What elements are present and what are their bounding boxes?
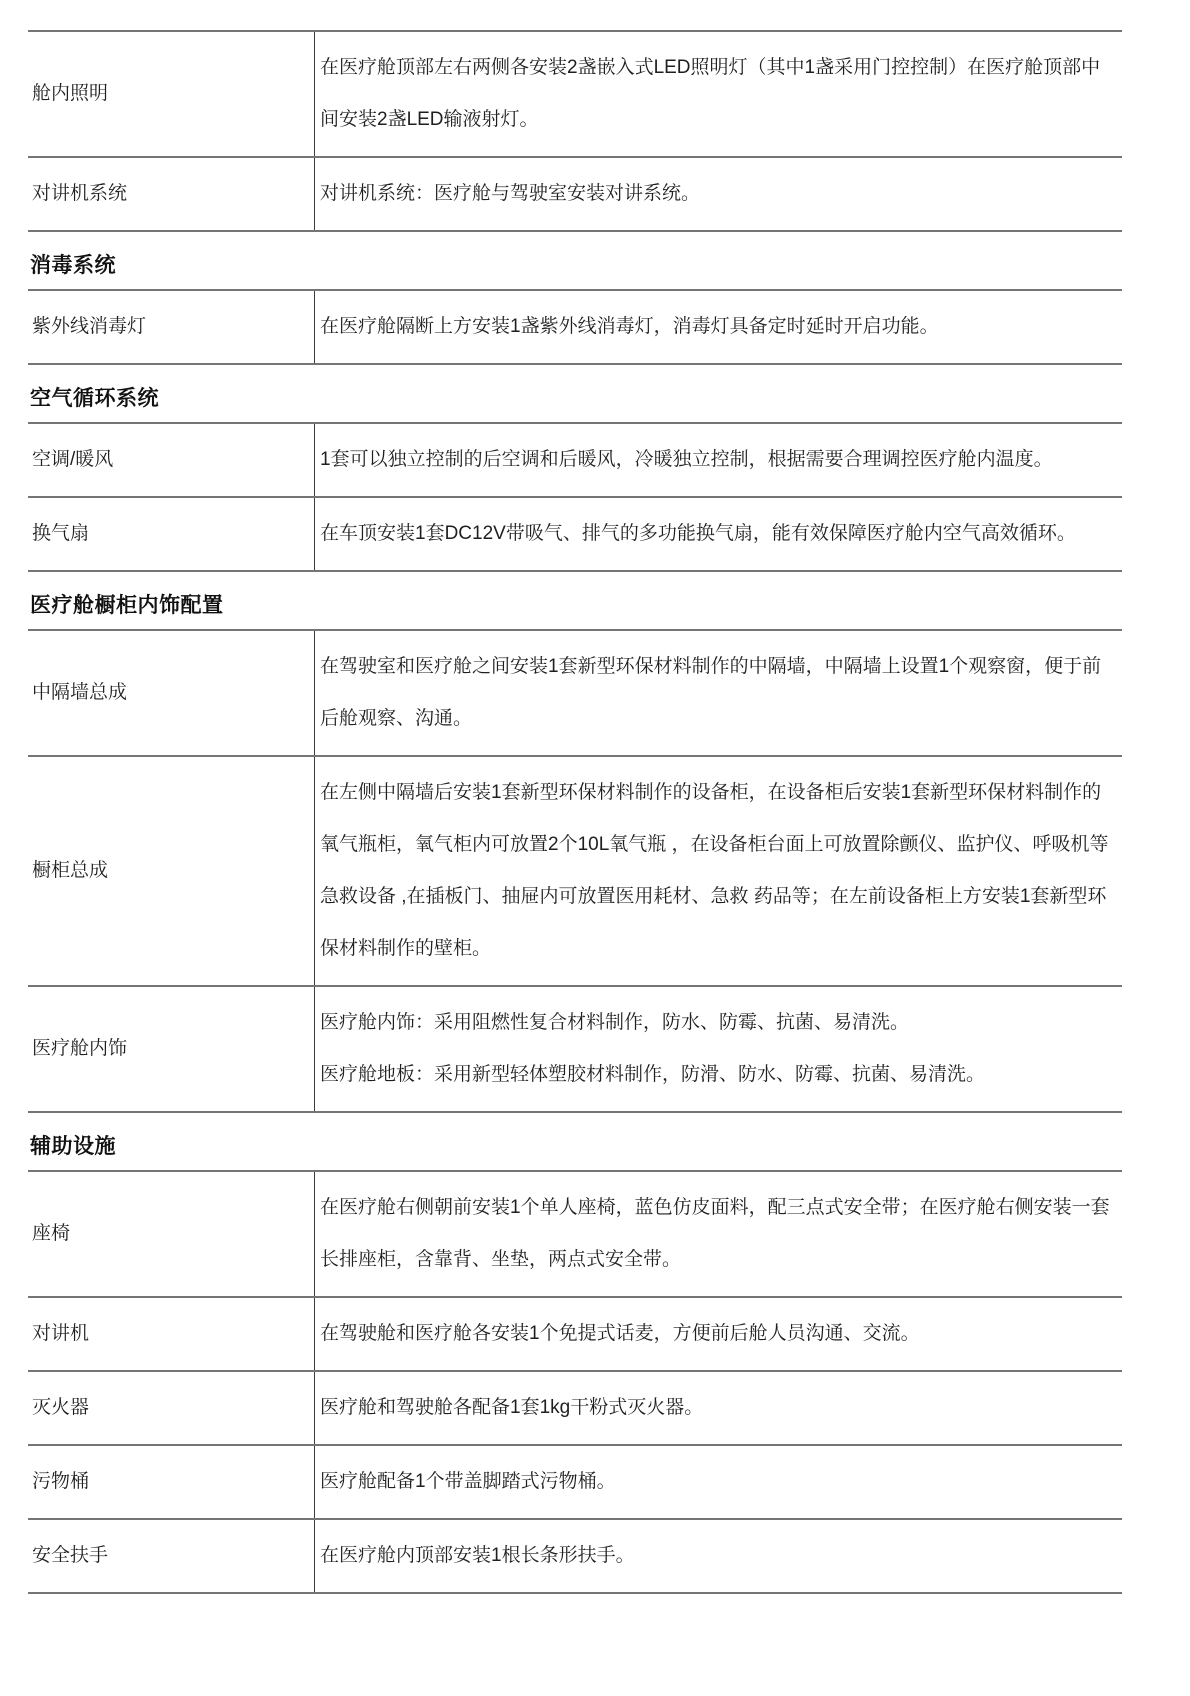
row-label: 污物桶	[28, 1445, 315, 1519]
row-label: 座椅	[28, 1171, 315, 1297]
description-paragraph: 在车顶安装1套DC12V带吸气、排气的多功能换气扇，能有效保障医疗舱内空气高效循环。	[320, 523, 1076, 544]
table-row	[28, 1519, 1122, 1593]
description-paragraph: 在医疗舱内顶部安装1根长条形扶手。	[320, 1545, 635, 1566]
row-label: 安全扶手	[28, 1519, 315, 1593]
table-row	[28, 1445, 1122, 1519]
row-description	[315, 630, 1123, 756]
table-row	[28, 157, 1122, 231]
row-description	[315, 423, 1123, 497]
spec-table	[28, 629, 1122, 1113]
row-label: 空调/暖风	[28, 423, 315, 497]
description-paragraph: 医疗舱地板：采用新型轻体塑胶材料制作，防滑、防水、防霉、抗菌、易清洗。	[320, 1064, 986, 1085]
table-row	[28, 31, 1122, 157]
description-paragraph: 在左侧中隔墙后安装1套新型环保材料制作的设备柜，在设备柜后安装1套新型环保材料制作的氧气瓶柜，氧气柜内可放置2个10L氧气瓶 ，在设备柜台面上可放置除颤仪、监护仪、呼吸机等急救设备 ,在插板门、抽屉内可放置医用耗材、急救 药品等；在左前设备柜上方安装1套新型环保材料制作的壁柜。	[320, 782, 1109, 959]
section-header: 辅助设施	[30, 1135, 116, 1158]
row-label: 紫外线消毒灯	[28, 290, 315, 364]
row-description	[315, 1371, 1123, 1445]
spec-table	[28, 1170, 1122, 1594]
description-paragraph: 1套可以独立控制的后空调和后暖风，冷暖独立控制，根据需要合理调控医疗舱内温度。	[320, 449, 1053, 470]
table-row	[28, 497, 1122, 571]
row-description	[315, 1445, 1123, 1519]
row-description	[315, 1171, 1123, 1297]
description-paragraph: 医疗舱配备1个带盖脚踏式污物桶。	[320, 1471, 616, 1492]
description-paragraph: 医疗舱内饰：采用阻燃性复合材料制作，防水、防霉、抗菌、易清洗。	[320, 1012, 910, 1033]
section-header: 医疗舱橱柜内饰配置	[30, 594, 224, 617]
description-paragraph: 在医疗舱右侧朝前安装1个单人座椅，蓝色仿皮面料，配三点式安全带；在医疗舱右侧安装一套长排座柜，含靠背、坐垫，两点式安全带。	[320, 1197, 1110, 1270]
table-row	[28, 290, 1122, 364]
spec-table	[28, 289, 1122, 365]
description-paragraph: 在医疗舱隔断上方安装1盏紫外线消毒灯，消毒灯具备定时延时开启功能。	[320, 316, 939, 337]
row-label: 舱内照明	[28, 31, 315, 157]
row-description	[315, 31, 1123, 157]
table-row	[28, 1171, 1122, 1297]
row-label: 中隔墙总成	[28, 630, 315, 756]
section-header: 空气循环系统	[30, 387, 159, 410]
table-row	[28, 1371, 1122, 1445]
description-paragraph: 在驾驶室和医疗舱之间安装1套新型环保材料制作的中隔墙，中隔墙上设置1个观察窗，便于前后舱观察、沟通。	[320, 656, 1102, 729]
row-label: 换气扇	[28, 497, 315, 571]
row-description	[315, 756, 1123, 986]
table-row	[28, 630, 1122, 756]
row-label: 对讲机系统	[28, 157, 315, 231]
row-description	[315, 497, 1123, 571]
section-header: 消毒系统	[30, 254, 116, 277]
row-label: 橱柜总成	[28, 756, 315, 986]
row-description	[315, 986, 1123, 1112]
table-row	[28, 423, 1122, 497]
table-row	[28, 756, 1122, 986]
description-paragraph: 在驾驶舱和医疗舱各安装1个免提式话麦，方便前后舱人员沟通、交流。	[320, 1323, 920, 1344]
description-paragraph: 医疗舱和驾驶舱各配备1套1kg干粉式灭火器。	[320, 1397, 704, 1418]
table-row	[28, 1297, 1122, 1371]
row-label: 灭火器	[28, 1371, 315, 1445]
spec-table	[28, 422, 1122, 572]
spec-table	[28, 30, 1122, 232]
description-paragraph: 对讲机系统：医疗舱与驾驶室安装对讲系统。	[320, 183, 701, 204]
row-description	[315, 290, 1123, 364]
row-label: 医疗舱内饰	[28, 986, 315, 1112]
row-description	[315, 1297, 1123, 1371]
row-description	[315, 157, 1123, 231]
table-row	[28, 986, 1122, 1112]
row-label: 对讲机	[28, 1297, 315, 1371]
description-paragraph: 在医疗舱顶部左右两侧各安装2盏嵌入式LED照明灯（其中1盏采用门控控制）在医疗舱顶部中间安装2盏LED输液射灯。	[320, 57, 1101, 130]
row-description	[315, 1519, 1123, 1593]
